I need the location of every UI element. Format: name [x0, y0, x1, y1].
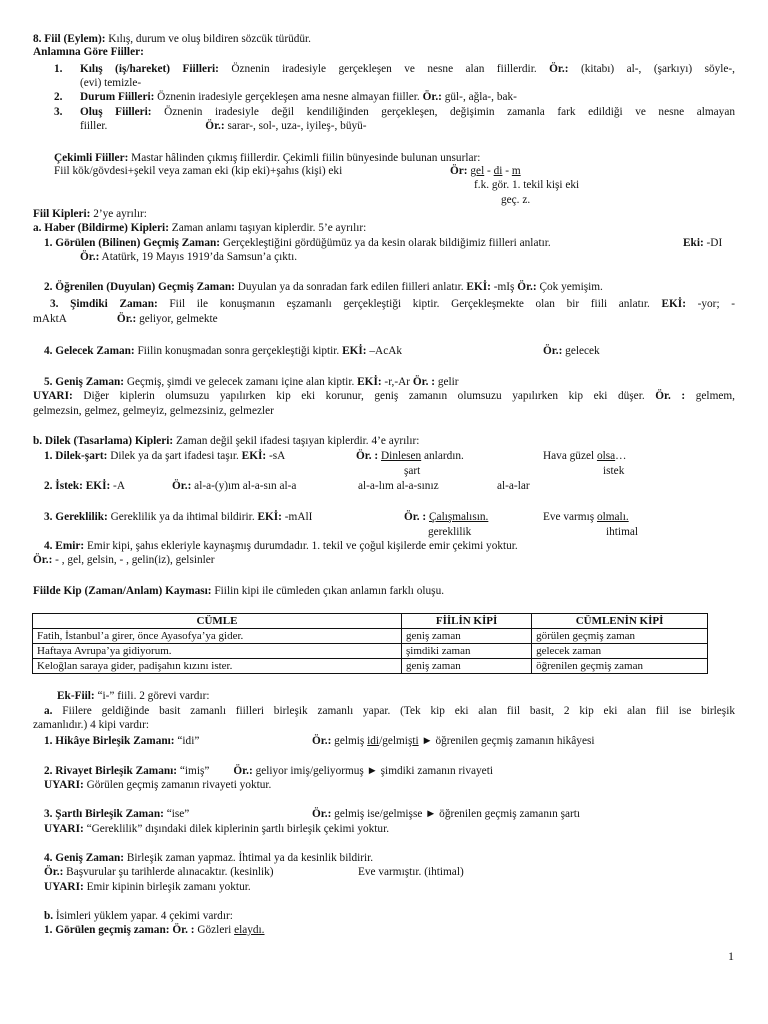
table-row	[33, 659, 708, 674]
dilek-kipi-sart: 1. Dilek-şart: Dilek ya da şart ifadesi taşır. EKİ: -sA	[44, 450, 286, 462]
list-number: 1.	[54, 63, 63, 75]
table-cell: Keloğlan saraya gider, padişahın kızını ister.	[33, 659, 402, 674]
subheading-anlamina-gore: Anlamına Göre Fiiller:	[33, 46, 144, 58]
ek-fiil-gorev-b: b. İsimleri yüklem yapar. 4 çekimi vardır:	[44, 910, 233, 922]
dilek-kipi-emir: 4. Emir: Emir kipi, şahıs ekleriyle kaynaşmış durumdadır. 1. tekil ve çoğul kişilerde emir çekimi yoktur.	[44, 540, 518, 552]
table-cell: geniş zaman	[402, 629, 532, 644]
page-number: 1	[728, 949, 734, 963]
cekimli-fiiller-definition: Çekimli Fiiller: Mastar hâlinden çıkmış fiillerdir. Çekimli fiilin bünyesinde bulunan unsurlar:	[54, 152, 481, 164]
example-annotation: geç. z.	[501, 194, 531, 206]
dilek-kipi-gereklilik-example-2: Eve varmış olmalı.	[543, 511, 629, 523]
example-annotation: gereklilik	[428, 526, 472, 538]
table-header: FİİLİN KİPİ	[402, 614, 532, 629]
table-cell: Haftaya Avrupa’ya gidiyorum.	[33, 644, 402, 659]
dilek-kipi-istek: 2. İstek: EKİ: -A	[44, 480, 125, 492]
dilek-kipi-istek-example-3: al-a-lar	[497, 480, 530, 492]
hikaye-birlesik-zamani-example: Ör.: gelmiş idi/gelmişti ► öğrenilen geçmiş zamanın hikâyesi	[312, 735, 595, 747]
example-annotation: istek	[603, 465, 625, 477]
heading-ek-fiil: Ek-Fiil: “i-” fiili. 2 görevi vardır:	[57, 690, 210, 702]
sartli-birlesik-zaman: 3. Şartlı Birleşik Zaman: “ise”	[44, 808, 190, 820]
haber-kipi-gorulen-eki: Eki: -DI	[683, 237, 723, 249]
cekimli-fiiller-example: Ör: gel - di - m	[450, 165, 521, 177]
cekimli-fiiller-formula: Fiil kök/gövdesi+şekil veya zaman eki (kip eki)+şahıs (kişi) eki	[54, 165, 343, 177]
ek-fiil-genis-zaman: 4. Geniş Zaman: Birleşik zaman yapmaz. İhtimal ya da kesinlik bildirir.	[44, 852, 374, 864]
ek-fiil-gorev-a: a. Fiilere geldiğinde basit zamanlı fiilleri birleşik zamanlı yapar. (Tek kip eki alan fiil basit, 2 kip eki alan fiil ise birleşik	[44, 705, 735, 717]
dilek-kipi-emir-example: Ör.: - , gel, gelsin, - , gelin(iz), gelsinler	[33, 554, 215, 566]
list-number: 3.	[54, 106, 63, 118]
heading-haber-kipleri: a. Haber (Bildirme) Kipleri: Zaman anlamı taşıyan kiplerdir. 5’e ayrılır:	[33, 222, 367, 234]
table-header: CÜMLENİN KİPİ	[532, 614, 708, 629]
haber-kipi-gorulen-example: Ör.: Atatürk, 19 Mayıs 1919’da Samsun’a çıktı.	[80, 251, 298, 263]
sartli-birlesik-zaman-example: Ör.: gelmiş ise/gelmişse ► öğrenilen geçmiş zamanın şartı	[312, 808, 581, 820]
table-header-row	[33, 614, 708, 629]
table-row	[33, 629, 708, 644]
dilek-kipi-istek-example: Ör.: al-a-(y)ım al-a-sın al-a	[172, 480, 297, 492]
dilek-kipi-sart-example: Ör. : Dinlesen anlardın.	[356, 450, 464, 462]
haber-kipi-gelecek: 4. Gelecek Zaman: Fiilin konuşmadan sonra gerçekleştiği kiptir. EKİ: –AcAk	[44, 345, 403, 357]
dilek-kipi-gereklilik: 3. Gereklilik: Gereklilik ya da ihtimal bildirir. EKİ: -mAlI	[44, 511, 313, 523]
uyari-sartli: UYARI: “Gereklilik” dışındaki dilek kiplerinin şartlı birleşik çekimi yoktur.	[44, 823, 390, 835]
heading-fiil-kipleri: Fiil Kipleri: 2’ye ayrılır:	[33, 208, 147, 220]
table-cell: öğrenilen geçmiş zaman	[532, 659, 708, 674]
haber-kipi-simdiki-continuation: mAktA Ör.: geliyor, gelmekte	[33, 313, 218, 325]
heading-kip-kaymasi: Fiilde Kip (Zaman/Anlam) Kayması: Fiilin kipi ile cümleden çıkan anlamın farklı oluşu.	[33, 585, 445, 597]
dilek-kipi-sart-example-2: Hava güzel olsa…	[543, 450, 627, 462]
dilek-kipi-istek-example-2: al-a-lım al-a-sınız	[358, 480, 439, 492]
table-header: CÜMLE	[33, 614, 402, 629]
example-annotation: f.k. gör. 1. tekil kişi eki	[474, 179, 580, 191]
heading-dilek-kipleri: b. Dilek (Tasarlama) Kipleri: Zaman değil şekil ifadesi taşıyan kiplerdir. 4’e ayrılır:	[33, 435, 420, 447]
list-item-olus: Oluş Fiilleri: Öznenin iradesiyle değil kendiliğinden gerçekleşen, değişimin zamanla fark edildiği ve nesne almayan	[80, 106, 735, 118]
uyari-rivayet: UYARI: Görülen geçmiş zamanın rivayeti yoktur.	[44, 779, 272, 791]
haber-kipi-simdiki: 3. Şimdiki Zaman: Fiil ile konuşmanın eşzamanlı gerçekleştiği kiptir. Gerçekleşmekte olan bir fiili anlatır. EKİ: -yor; -	[50, 298, 735, 310]
table-cell: geniş zaman	[402, 659, 532, 674]
list-item-continuation: fiiller. Ör.: sarar-, sol-, uza-, iyileş-, büyü-	[80, 120, 367, 132]
haber-kipi-gorulen: 1. Görülen (Bilinen) Geçmiş Zaman: Gerçekleştiğini gördüğümüz ya da kesin olarak bildiğimiz fiilleri anlatır.	[44, 237, 551, 249]
example-annotation: ihtimal	[606, 526, 639, 538]
list-item-continuation: (evi) temizle-	[80, 77, 142, 89]
ek-fiil-genis-zaman-example: Ör.: Başvurular şu tarihlerde alınacaktır. (kesinlik)	[44, 866, 274, 878]
list-number: 2.	[54, 91, 63, 103]
kip-kaymasi-table	[32, 613, 708, 674]
ek-fiil-genis-zaman-example-2: Eve varmıştır. (ihtimal)	[358, 866, 464, 878]
list-item-durum: Durum Fiilleri: Öznenin iradesiyle gerçekleşen ama nesne almayan fiiller. Ör.: gül-, ağla-, bak-	[80, 91, 517, 103]
table-cell: gelecek zaman	[532, 644, 708, 659]
haber-kipi-gelecek-example: Ör.: gelecek	[543, 345, 600, 357]
haber-kipi-ogrenilen: 2. Öğrenilen (Duyulan) Geçmiş Zaman: Duyulan ya da sonradan fark edilen fiilleri anlatır. EKİ: -mIş Ör.: Çok yemişim.	[44, 281, 603, 293]
dilek-kipi-gereklilik-example: Ör. : Çalışmalısın.	[404, 511, 489, 523]
section-heading-fiil: 8. Fiil (Eylem): Kılış, durum ve oluş bildiren sözcük türüdür.	[33, 33, 312, 45]
uyari-genis-zaman: UYARI: Diğer kiplerin olumsuzu yapılırken kip eki korunur, geniş zamanın olumsuzu yapılırken kip eki düşer. Ör. : gelmem,	[33, 390, 735, 402]
haber-kipi-genis: 5. Geniş Zaman: Geçmiş, şimdi ve gelecek zamanı içine alan kiptir. EKİ: -r,-Ar Ör. : gelir	[44, 376, 459, 388]
example-annotation: şart	[404, 465, 421, 477]
uyari-genis-zaman-continuation: gelmezsin, gelmez, gelmeyiz, gelmezsiniz, gelmezler	[33, 405, 274, 417]
list-item-kilis: Kılış (iş/hareket) Fiilleri: Öznenin iradesiyle gerçekleşen ve nesne alan fiillerdir. Ör.: (kitabı) al-, (şarkıyı) söyle-,	[80, 63, 736, 75]
gorulen-gecmis-zaman-example: 1. Görülen geçmiş zaman: Ör. : Gözleri elaydı.	[44, 924, 265, 936]
table-cell: Fatih, İstanbul’a girer, önce Ayasofya’ya gider.	[33, 629, 402, 644]
table-row	[33, 644, 708, 659]
ek-fiil-gorev-a-continuation: zamanlıdır.) 4 kipi vardır:	[33, 719, 150, 731]
hikaye-birlesik-zamani: 1. Hikâye Birleşik Zamanı: “idi”	[44, 735, 200, 747]
table-cell: görülen geçmiş zaman	[532, 629, 708, 644]
table-cell: şimdiki zaman	[402, 644, 532, 659]
uyari-emir: UYARI: Emir kipinin birleşik zamanı yoktur.	[44, 881, 251, 893]
rivayet-birlesik-zamani: 2. Rivayet Birleşik Zamanı: “imiş” Ör.: geliyor imiş/geliyormuş ► şimdiki zamanın rivayeti	[44, 765, 493, 777]
